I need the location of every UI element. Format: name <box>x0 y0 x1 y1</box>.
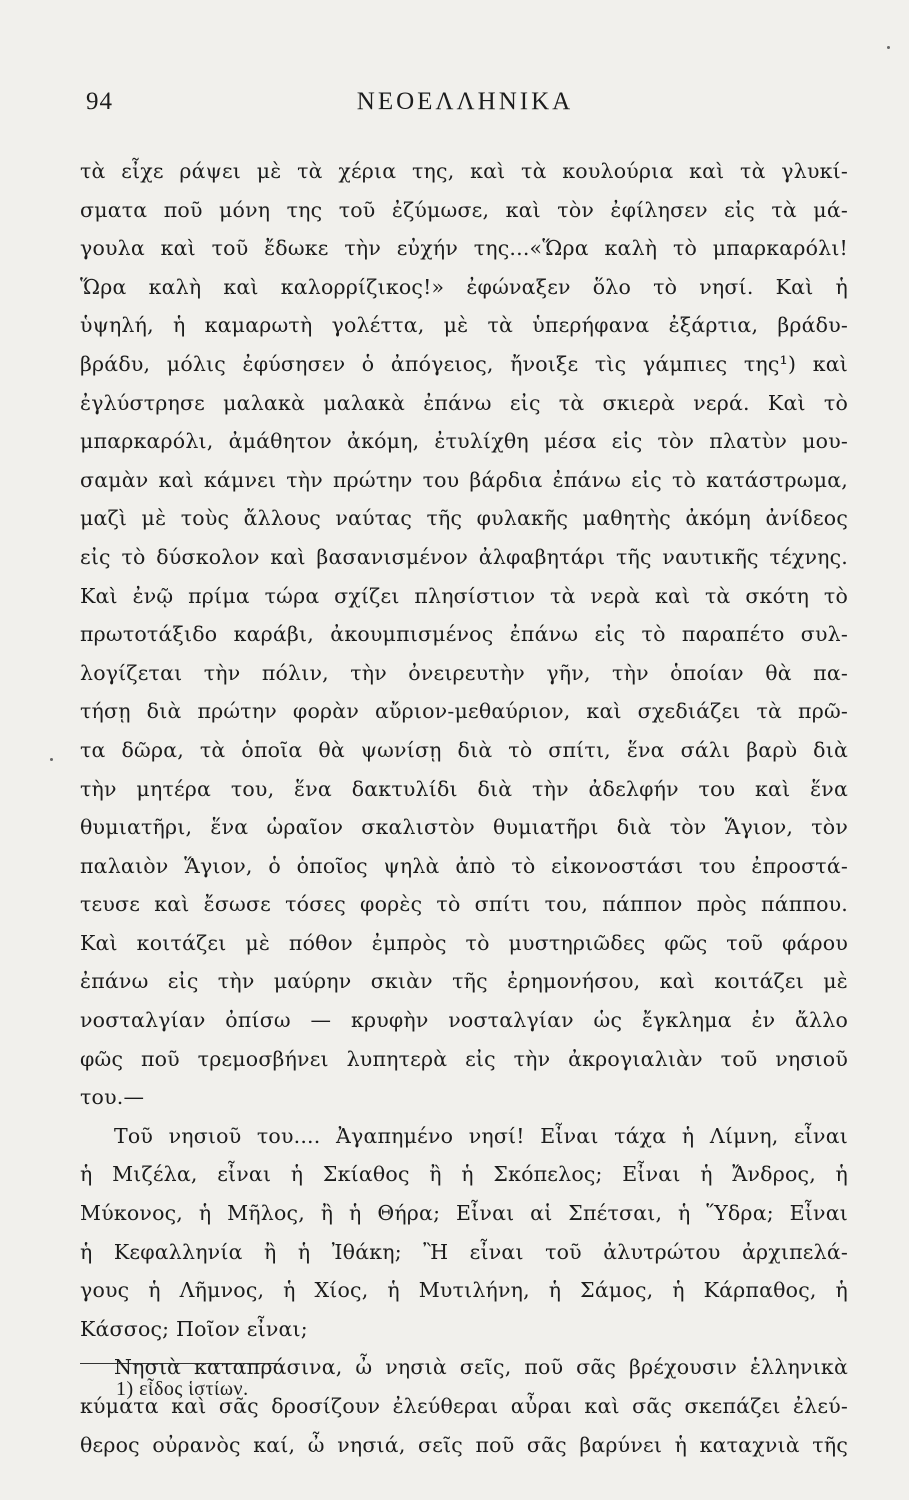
body-text <box>80 152 848 1464</box>
page-header <box>80 88 850 128</box>
text-line: παλαιὸν Ἅγιον, ὁ ὁποῖος ψηλὰ ἀπὸ τὸ εἰκονοστάσι του ἐπροστά- <box>80 853 848 878</box>
text-line: ἐπάνω εἰς τὴν μαύρην σκιὰν τῆς ἐρημονήσου, καὶ κοιτάζει μὲ <box>80 969 848 994</box>
scan-speck <box>50 758 53 761</box>
text-line: τα δῶρα, τὰ ὁποῖα θὰ ψωνίσῃ διὰ τὸ σπίτι, ἕνα σάλι βαρὺ διὰ <box>80 737 848 762</box>
text-line: Ὥρα καλὴ καὶ καλορρίζικος!» ἐφώναξεν ὅλο τὸ νησί. Καὶ ἡ <box>80 274 848 299</box>
running-title: ΝΕΟΕΛΛΗΝΙΚΑ <box>356 88 574 115</box>
text-line: βράδυ, μόλις ἐφύσησεν ὁ ἀπόγειος, ἤνοιξε τὶς γάμπιες της¹) καὶ <box>80 351 848 376</box>
text-line: εἰς τὸ δύσκολον καὶ βασανισμένον ἀλφαβητάρι τῆς ναυτικῆς τέχνης. <box>80 544 848 569</box>
scan-speck <box>887 46 890 49</box>
text-line: Νησιὰ καταπράσινα, ὦ νησιὰ σεῖς, ποῦ σᾶς βρέχουσιν ἑλληνικὰ <box>114 1355 848 1380</box>
footnote: 1) εἶδος ἱστίων. <box>116 1378 249 1400</box>
text-line: τήσῃ διὰ πρώτην φορὰν αὔριον-μεθαύριον, καὶ σχεδιάζει τὰ πρῶ- <box>80 699 848 724</box>
text-line: λογίζεται τὴν πόλιν, τὴν ὀνειρευτὴν γῆν, τὴν ὁποίαν θὰ πα- <box>80 660 848 685</box>
text-line: φῶς ποῦ τρεμοσβήνει λυπητερὰ εἰς τὴν ἀκρογιαλιὰν τοῦ νησιοῦ <box>80 1046 848 1071</box>
text-line: τευσε καὶ ἔσωσε τόσες φορὲς τὸ σπίτι του, πάππον πρὸς πάππου. <box>80 892 848 917</box>
text-line: τὰ εἶχε ράψει μὲ τὰ χέρια της, καὶ τὰ κουλούρια καὶ τὰ γλυκί- <box>80 159 848 183</box>
text-line: γους ἡ Λῆμνος, ἡ Χίος, ἡ Μυτιλήνη, ἡ Σάμος, ἡ Κάρπαθος, ἡ <box>80 1278 848 1303</box>
text-line: κύματα καὶ σᾶς δροσίζουν ἐλεύθεραι αὖραι καὶ σᾶς σκεπάζει ἐλεύ- <box>80 1394 848 1418</box>
text-line: Καὶ κοιτάζει μὲ πόθον ἐμπρὸς τὸ μυστηριῶδες φῶς τοῦ φάρου <box>80 930 848 955</box>
text-line: ἡ Κεφαλληνία ἢ ἡ Ἰθάκη; Ἢ εἶναι τοῦ ἀλυτρώτου ἀρχιπελά- <box>80 1239 848 1264</box>
text-line: ὑψηλή, ἡ καμαρωτὴ γολέττα, μὲ τὰ ὑπερήφανα ἐξάρτια, βράδυ- <box>80 313 848 338</box>
text-line: Τοῦ νησιοῦ του.... Ἀγαπημένο νησί! Εἶναι τάχα ἡ Λίμνη, εἶναι <box>114 1123 848 1148</box>
text-line: Κάσσος; Ποῖον εἶναι; <box>80 1316 308 1341</box>
text-line: τὴν μητέρα του, ἕνα δακτυλίδι διὰ τὴν ἀδελφήν του καὶ ἕνα <box>80 776 848 801</box>
text-line: ἡ Μιζέλα, εἶναι ἡ Σκίαθος ἢ ἡ Σκόπελος; Εἶναι ἡ Ἄνδρος, ἡ <box>80 1162 848 1187</box>
text-line: Μύκονος, ἡ Μῆλος, ἢ ἡ Θήρα; Εἶναι αἱ Σπέτσαι, ἡ Ὕδρα; Εἶναι <box>80 1201 848 1226</box>
text-line: μπαρκαρόλι, ἀμάθητον ἀκόμη, ἐτυλίχθη μέσα εἰς τὸν πλατὺν μου- <box>80 429 848 454</box>
text-line: θυμιατῆρι, ἕνα ὡραῖον σκαλιστὸν θυμιατῆρι διὰ τὸν Ἅγιον, τὸν <box>80 815 848 840</box>
text-line: νοσταλγίαν ὀπίσω — κρυφὴν νοσταλγίαν ὡς ἔγκλημα ἐν ἄλλο <box>80 1008 848 1033</box>
text-line: θερος οὐρανὸς καί, ὦ νησιά, σεῖς ποῦ σᾶς βαρύνει ἡ καταχνιὰ τῆς <box>80 1432 848 1457</box>
text-line: Καὶ ἐνῷ πρίμα τώρα σχίζει πλησίστιον τὰ νερὰ καὶ τὰ σκότη τὸ <box>80 583 848 608</box>
text-line: του.— <box>80 1085 145 1110</box>
text-line: γουλα καὶ τοῦ ἔδωκε τὴν εὐχήν της...«Ὥρα καλὴ τὸ μπαρκαρόλι! <box>80 236 848 261</box>
text-line: σαμὰν καὶ κάμνει τὴν πρώτην του βάρδια ἐπάνω εἰς τὸ κατάστρωμα, <box>80 467 848 492</box>
text-line: μαζὶ μὲ τοὺς ἄλλους ναύτας τῆς φυλακῆς μαθητὴς ἀκόμη ἀνίδεος <box>80 506 848 531</box>
text-line: σματα ποῦ μόνη της τοῦ ἐζύμωσε, καὶ τὸν ἐφίλησεν εἰς τὰ μά- <box>80 197 848 222</box>
text-line: ἐγλύστρησε μαλακὰ μαλακὰ ἐπάνω εἰς τὰ σκιερὰ νερά. Καὶ τὸ <box>80 390 848 415</box>
text-line: πρωτοτάξιδο καράβι, ἀκουμπισμένος ἐπάνω εἰς τὸ παραπέτο συλ- <box>80 622 848 647</box>
footnote-divider <box>80 1363 280 1364</box>
page-number: 94 <box>86 88 113 115</box>
